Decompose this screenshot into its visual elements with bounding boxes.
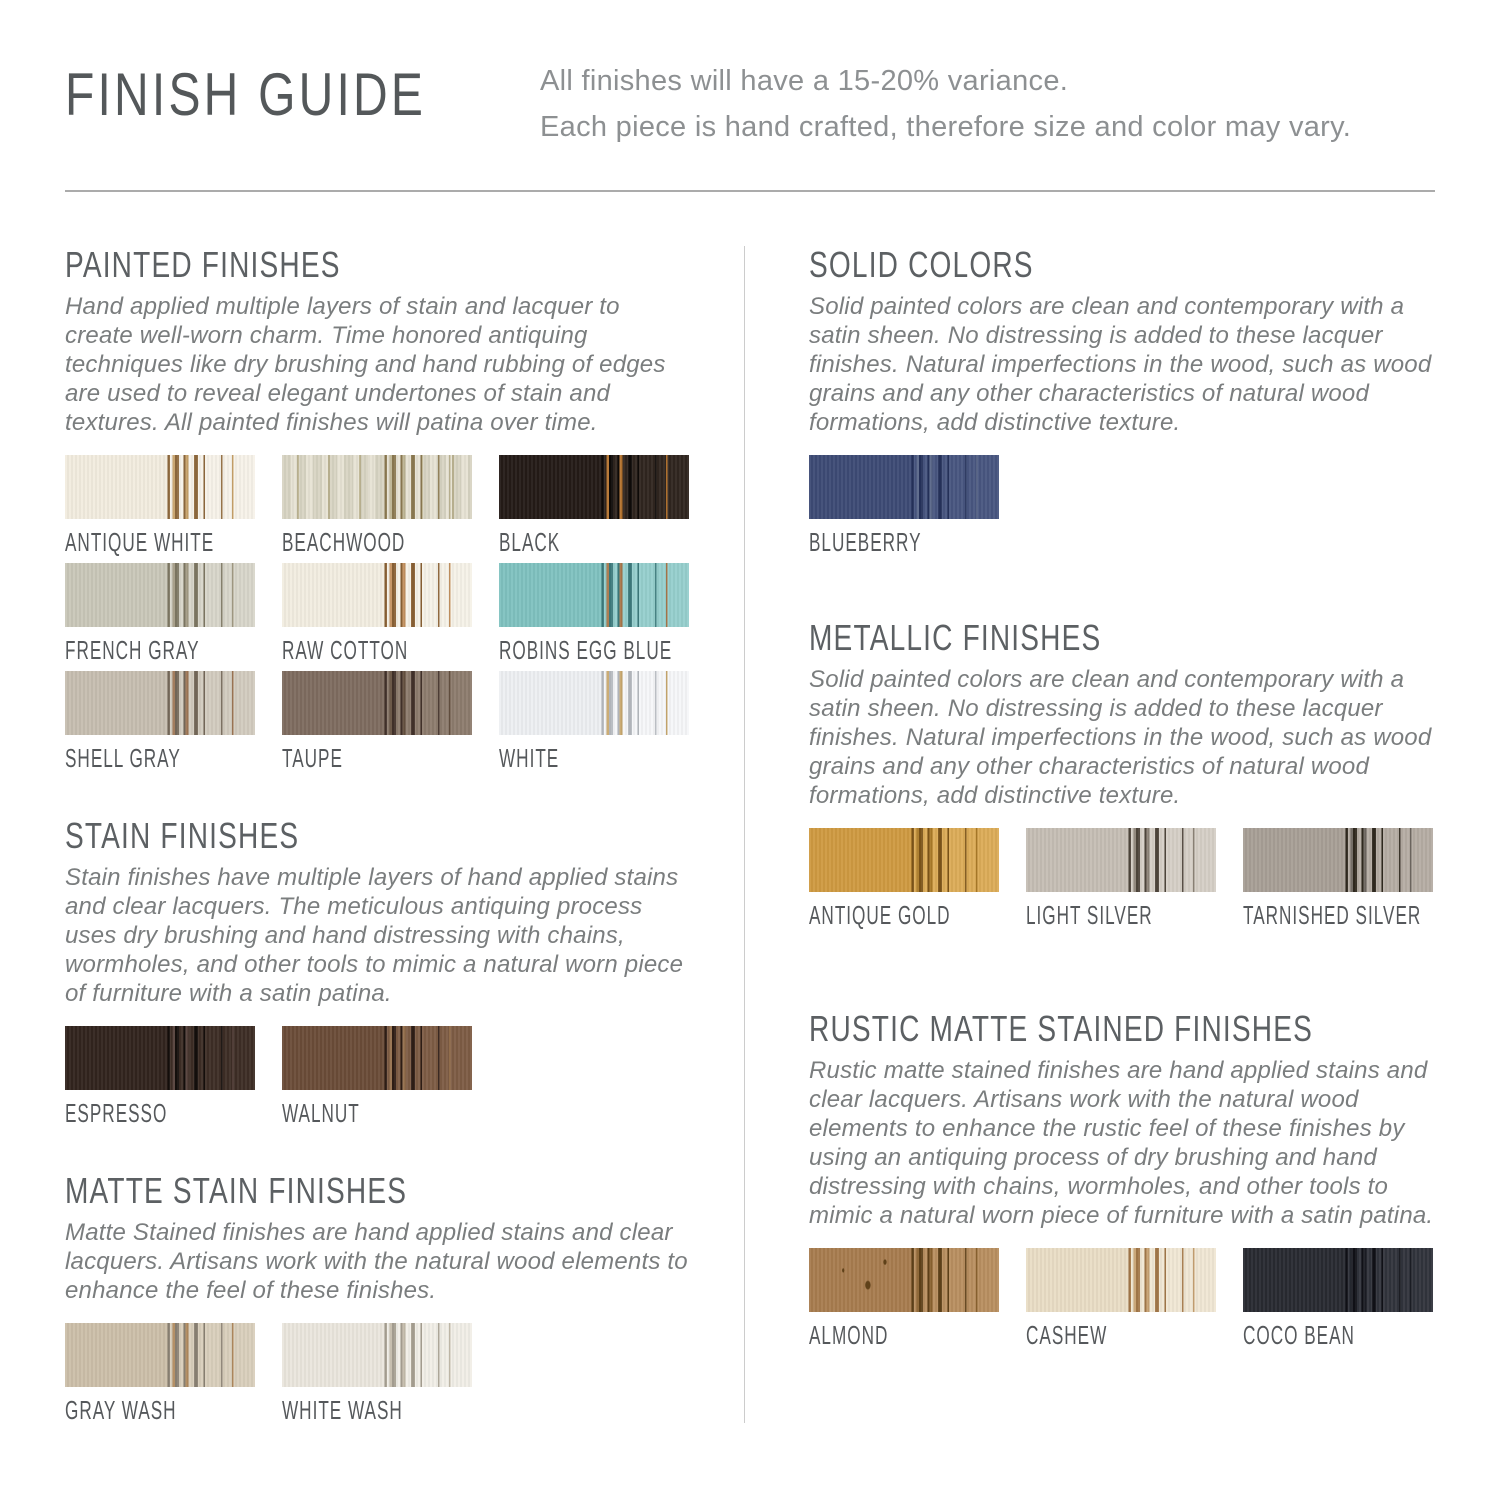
swatch-label: WALNUT [282,1098,360,1128]
swatch-chip [282,455,472,519]
swatch-label: FRENCH GRAY [65,635,200,665]
swatch-chip [282,1323,472,1387]
section-metallic-finishes [809,619,1434,928]
swatch-black [499,455,689,555]
swatch-label: LIGHT SILVER [1026,900,1153,930]
swatch-chip [65,1323,255,1387]
section-heading: STAIN FINISHES [65,815,300,856]
swatch-label: GRAY WASH [65,1395,177,1425]
swatch-antique-white [65,455,255,555]
header-rule [65,190,1435,192]
swatch-almond [809,1248,999,1348]
section-painted-finishes [65,246,690,771]
swatch-grid-stain [65,1026,690,1126]
section-matte-stain-finishes [65,1172,690,1423]
section-heading: PAINTED FINISHES [65,244,341,285]
swatch-chip [282,563,472,627]
swatch-light-silver [1026,828,1216,928]
right-column [745,246,1434,1423]
swatch-raw-cotton [282,563,472,663]
swatch-label: TARNISHED SILVER [1243,900,1422,930]
swatch-label: BLACK [499,527,561,557]
swatch-chip [1243,1248,1433,1312]
section-description: Matte Stained finishes are hand applied stains and clear lacquers. Artisans work with the natural wood elements to enhance the feel of these finishes. [65,1219,688,1304]
swatch-chip [65,563,255,627]
swatch-label: ROBINS EGG BLUE [499,635,673,665]
page-header [0,0,1500,143]
swatch-label: BLUEBERRY [809,527,922,557]
swatch-chip [65,1026,255,1090]
swatch-label: CASHEW [1026,1320,1108,1350]
swatch-antique-gold [809,828,999,928]
swatch-white [499,671,689,771]
swatch-coco-bean [1243,1248,1433,1348]
swatch-grid-rustic [809,1248,1434,1348]
page-title: FINISH GUIDE [65,61,427,128]
swatch-french-gray [65,563,255,663]
swatch-taupe [282,671,472,771]
subtitle-line-1: All finishes will have a 15-20% variance. [540,65,1069,97]
left-column [65,246,744,1423]
swatch-chip [65,671,255,735]
swatch-label: ALMOND [809,1320,889,1350]
swatch-label: BEACHWOOD [282,527,406,557]
swatch-beachwood [282,455,472,555]
swatch-chip [809,455,999,519]
section-description: Hand applied multiple layers of stain and lacquer to create well-worn charm. Time honored antiquing techniques like dry brushing and hand rubbing of edges are used to reveal elegant undertones of stain and textures. All painted finishes will patina over time. [65,293,666,436]
swatch-walnut [282,1026,472,1126]
swatch-blueberry [809,455,999,555]
swatch-shell-gray [65,671,255,771]
swatch-label: ANTIQUE WHITE [65,527,215,557]
swatch-label: RAW COTTON [282,635,409,665]
section-heading: MATTE STAIN FINISHES [65,1170,408,1211]
swatch-chip [282,1026,472,1090]
section-stain-finishes [65,817,690,1126]
swatch-chip [282,671,472,735]
section-heading: METALLIC FINISHES [809,617,1102,658]
swatch-label: ANTIQUE GOLD [809,900,951,930]
swatch-chip [499,455,689,519]
swatch-chip [1243,828,1433,892]
swatch-chip [809,828,999,892]
swatch-label: SHELL GRAY [65,743,181,773]
swatch-espresso [65,1026,255,1126]
section-description: Solid painted colors are clean and contemporary with a satin sheen. No distressing is added to these lacquer finishes. Natural imperfections in the wood, such as wood grains and any other characteristics of natural wood formations, add distinctive texture. [809,666,1432,809]
swatch-label: COCO BEAN [1243,1320,1355,1350]
swatch-grid-solid-colors [809,455,1434,555]
swatch-grid-metallic [809,828,1434,928]
swatch-label: WHITE [499,743,560,773]
section-heading: SOLID COLORS [809,244,1034,285]
page-subtitle [540,58,1351,150]
swatch-label: WHITE WASH [282,1395,403,1425]
content-columns [0,246,1500,1423]
swatch-chip [1026,828,1216,892]
swatch-gray-wash [65,1323,255,1423]
swatch-cashew [1026,1248,1216,1348]
section-description: Stain finishes have multiple layers of hand applied stains and clear lacquers. The meticulous antiquing process uses dry brushing and hand distressing with chains, wormholes, and other tools to mimic a natural worn piece of furniture with a satin patina. [65,864,684,1007]
swatch-label: TAUPE [282,743,343,773]
subtitle-line-2: Each piece is hand crafted, therefore size and color may vary. [540,111,1352,143]
section-description: Solid painted colors are clean and contemporary with a satin sheen. No distressing is added to these lacquer finishes. Natural imperfections in the wood, such as wood grains and any other characteristics of natural wood formations, add distinctive texture. [809,293,1432,436]
swatch-chip [65,455,255,519]
swatch-chip [499,671,689,735]
swatch-tarnished-silver [1243,828,1433,928]
swatch-chip [1026,1248,1216,1312]
section-description: Rustic matte stained finishes are hand applied stains and clear lacquers. Artisans work with the natural wood elements to enhance the rustic feel of these finishes by using an antiquing process of dry brushing and hand distressing with chains, wormholes, and other tools to mimic a natural worn piece of furniture with a satin patina. [809,1057,1434,1229]
swatch-label: ESPRESSO [65,1098,168,1128]
swatch-robins-egg-blue [499,563,689,663]
swatch-grid-painted [65,455,690,771]
section-solid-colors [809,246,1434,555]
swatch-chip [499,563,689,627]
swatch-white-wash [282,1323,472,1423]
section-rustic-matte-stained-finishes [809,1010,1434,1348]
section-heading: RUSTIC MATTE STAINED FINISHES [809,1008,1314,1049]
swatch-grid-matte-stain [65,1323,690,1423]
swatch-chip [809,1248,999,1312]
